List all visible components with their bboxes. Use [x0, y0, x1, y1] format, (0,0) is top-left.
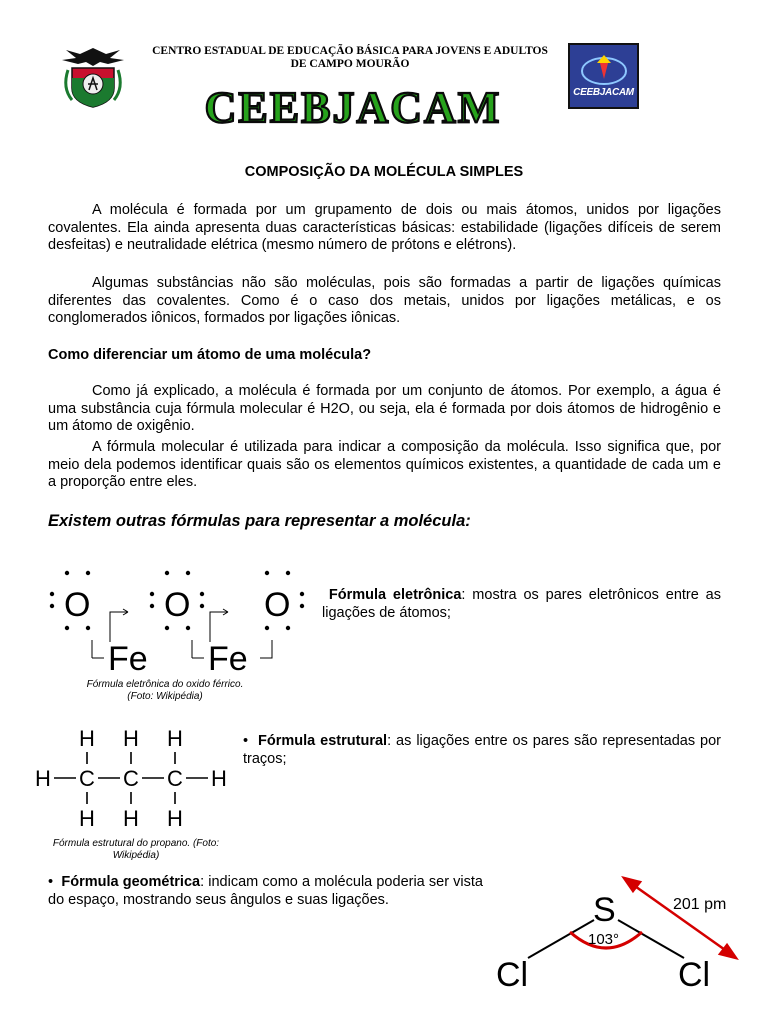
- atom-cl-left: Cl: [496, 956, 529, 994]
- atom-c: C: [79, 766, 95, 791]
- paragraph-water-example: [48, 383, 721, 436]
- bond-length-label: 201 pm: [673, 896, 727, 913]
- atom-h: H: [123, 806, 139, 830]
- paragraph-molecular-formula: [48, 439, 721, 492]
- geometric-formula-diagram: [490, 866, 750, 1000]
- atom-o-1: O: [64, 586, 91, 624]
- paragraph-non-molecules: [48, 275, 721, 328]
- bullet: •: [48, 874, 54, 890]
- atom-fe-1: Fe: [108, 640, 148, 678]
- section-question: Como diferenciar um átomo de uma molécula?: [48, 347, 372, 363]
- electronic-caption-line2: (Foto: Wikipédia): [127, 691, 203, 702]
- electronic-formula-diagram: [40, 562, 312, 678]
- atom-h: H: [79, 726, 95, 751]
- logo-text: CEEBJACAM: [573, 87, 634, 98]
- atom-h: H: [35, 766, 51, 791]
- school-name-line1: CENTRO ESTADUAL DE EDUCAÇÃO BÁSICA PARA JOVENS E ADULTOS: [152, 45, 548, 57]
- geometric-formula-text: : indicam como a molécula poderia ser vista do espaço, mostrando seus ângulos e suas ligações.: [48, 874, 483, 908]
- paragraph-text: A molécula é formada por um grupamento de dois ou mais átomos, unidos por ligações covalentes. Ela ainda apresenta duas características básicas: estabilidade (ligações difíceis de serem desfeitas) e neutralidade elétrica (mesmo número de prótons e elétrons).: [48, 202, 721, 253]
- brand-title: CEEBJACAM: [204, 83, 502, 132]
- atom-h: H: [167, 726, 183, 751]
- logo-emblem-icon: [570, 49, 637, 89]
- school-name-line2: DE CAMPO MOURÃO: [290, 58, 410, 70]
- parana-coat-of-arms-icon: [58, 44, 128, 110]
- atom-fe-2: Fe: [208, 640, 248, 678]
- electronic-formula-term: Fórmula eletrônica: [328, 587, 462, 603]
- page-title: COMPOSIÇÃO DA MOLÉCULA SIMPLES: [244, 164, 524, 180]
- atom-o-3: O: [264, 586, 291, 624]
- ceebjacam-logo: [568, 43, 639, 109]
- structural-caption-line1: Fórmula estrutural do propano. (Foto:: [52, 838, 220, 849]
- structural-formula-description: [243, 733, 721, 768]
- paragraph-molecule-definition: [48, 202, 721, 255]
- electronic-formula-description: [322, 587, 721, 622]
- geometric-formula-term: Fórmula geométrica: [61, 874, 201, 890]
- atom-h: H: [123, 726, 139, 751]
- atom-h: H: [167, 806, 183, 830]
- formulas-subheading: Existem outras fórmulas para representar a molécula:: [48, 512, 471, 530]
- atom-h: H: [79, 806, 95, 830]
- structural-formula-text: : as ligações entre os pares são representadas por traços;: [243, 733, 721, 767]
- atom-c: C: [167, 766, 183, 791]
- atom-h: H: [211, 766, 227, 791]
- geometric-formula-description: [48, 874, 483, 909]
- bullet: •: [243, 733, 249, 749]
- structural-formula-diagram: [30, 722, 235, 830]
- bond-angle-label: 103°: [588, 931, 620, 948]
- atom-o-2: O: [164, 586, 191, 624]
- structural-formula-term: Fórmula estrutural: [258, 733, 388, 749]
- atom-c: C: [123, 766, 139, 791]
- atom-cl-right: Cl: [678, 956, 711, 994]
- structural-caption-line2: Wikipédia): [112, 850, 160, 861]
- paragraph-text: Algumas substâncias não são moléculas, pois são formadas a partir de ligações químicas diferentes das covalentes. Como é o caso dos metais, unidos por ligações metálicas, e os conglomerados iônicos, formados por ligações iônicas.: [48, 275, 721, 326]
- electronic-caption-line1: Fórmula eletrônica do oxido férrico.: [86, 679, 244, 690]
- paragraph-text: A fórmula molecular é utilizada para indicar a composição da molécula. Isso significa que, por meio dela podemos identificar quais são os elementos químicos existentes, a quantidade de cada um e a proporção entre eles.: [48, 439, 721, 490]
- paragraph-text: Como já explicado, a molécula é formada por um conjunto de átomos. Por exemplo, a água é uma substância cuja fórmula molecular é H2O, ou seja, ela é formada por dois átomos de hidrogênio e um átomo de oxigênio.: [48, 383, 721, 434]
- electronic-formula-text: : mostra os pares eletrônicos entre as ligações de átomos;: [322, 587, 721, 621]
- atom-s: S: [593, 891, 616, 929]
